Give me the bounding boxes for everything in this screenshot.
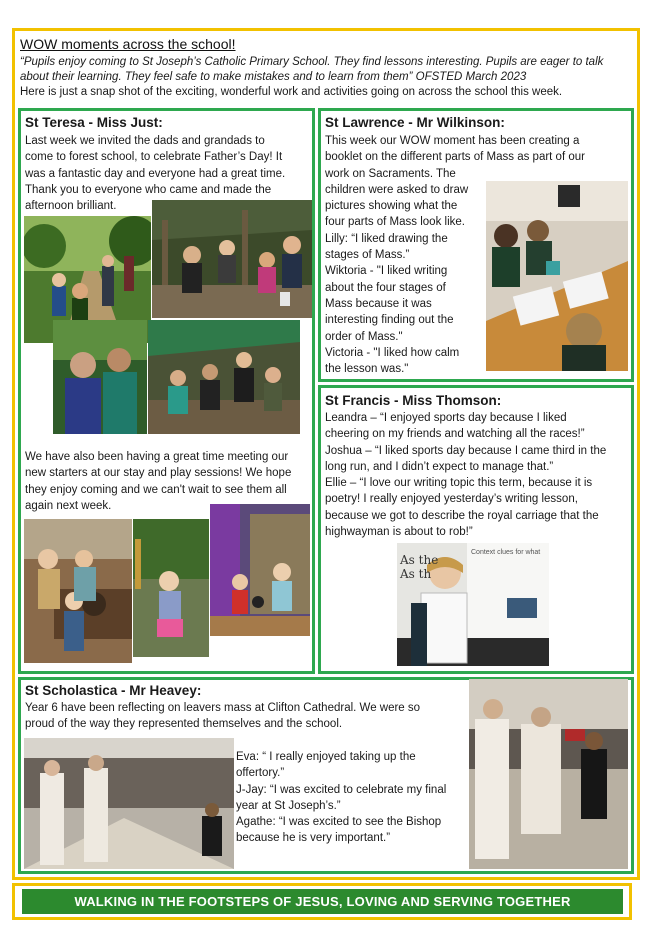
st-scholastica-quotes: Eva: “ I really enjoyed taking up the offertory.” J-Jay: “I was excited to celebrate my final year at St Joseph’s.” Agathe: “I was excited to see the Bishop because he is very important.” xyxy=(236,751,447,845)
st-francis-title: St Francis - Miss Thomson: xyxy=(325,393,502,408)
forest-photo-group xyxy=(148,320,300,434)
whiteboard-text: Context clues for what xyxy=(471,549,541,556)
forest-photo-shelter xyxy=(152,200,312,318)
st-francis-text: Leandra – “I enjoyed sports day because I liked cheering on my friends and watching all the races!” Joshua – “I liked sports day because I came third in the long run, and I didn’t expect to manage that.” Ellie – “I love our writing topic this term, because it is poetry! I really enjoyed yesterday’s writing lesson, because we got to describe the royal carriage that the highwayman is about to rob!” xyxy=(325,412,607,539)
whiteboard-handwriting: As the As th xyxy=(400,553,439,581)
header xyxy=(20,36,632,100)
st-lawrence-title: St Lawrence - Mr Wilkinson: xyxy=(325,115,505,130)
st-lawrence-classroom-photo xyxy=(486,181,628,371)
page-title: WOW moments across the school! xyxy=(20,36,236,52)
intro-text: Here is just a snap shot of the exciting, wonderful work and activities going on across the school this week. xyxy=(20,86,563,98)
st-scholastica-title: St Scholastica - Mr Heavey: xyxy=(25,683,202,698)
st-francis-writing-photo xyxy=(397,543,549,666)
st-teresa-para2: We have also been having a great time meeting our new starters at our stay and play sessions! We hope they enjoy coming and we can't wait to see them all again next week. xyxy=(25,451,292,512)
footer-motto-bar xyxy=(22,889,623,914)
cathedral-photo-left xyxy=(24,738,234,869)
st-teresa-para1: Last week we invited the dads and grandads to come to forest school, to celebrate Father’s Day! It was a fantastic day and everyone had a great time. Thank you to everyone who came and made the afternoon brilliant. xyxy=(25,135,286,213)
st-scholastica-intro: Year 6 have been reflecting on leavers mass at Clifton Cathedral. We were so proud of the way they represented themselves and the school. xyxy=(25,702,421,731)
footer-motto: WALKING IN THE FOOTSTEPS OF JESUS, LOVING AND SERVING TOGETHER xyxy=(74,894,571,909)
stay-play-photo-mud-kitchen xyxy=(24,519,132,663)
stay-play-photo-garden xyxy=(133,519,209,657)
cathedral-photo-right xyxy=(469,679,628,869)
forest-photo-dad-child xyxy=(53,320,147,434)
st-lawrence-text: This week our WOW moment has been creating a booklet on the different parts of Mass as part of our work on Sacraments. The children were asked to draw pictures showing what the four parts of Mass look like. Lilly: “I liked drawing the stages of Mass.” Wiktoria - "I liked writing about the four stages of Mass because it was interesting finding out the order of Mass." Victoria - "I liked how calm the lesson was." xyxy=(325,135,585,376)
st-teresa-title: St Teresa - Miss Just: xyxy=(25,115,163,130)
ofsted-quote: “Pupils enjoy coming to St Joseph’s Catholic Primary School. They find lessons interesting. Pupils are eager to talk about their learning. They feel safe to make mistakes and to learn from them” OFSTED March 2023 xyxy=(20,56,604,83)
stay-play-photo-playhouse xyxy=(210,504,310,636)
